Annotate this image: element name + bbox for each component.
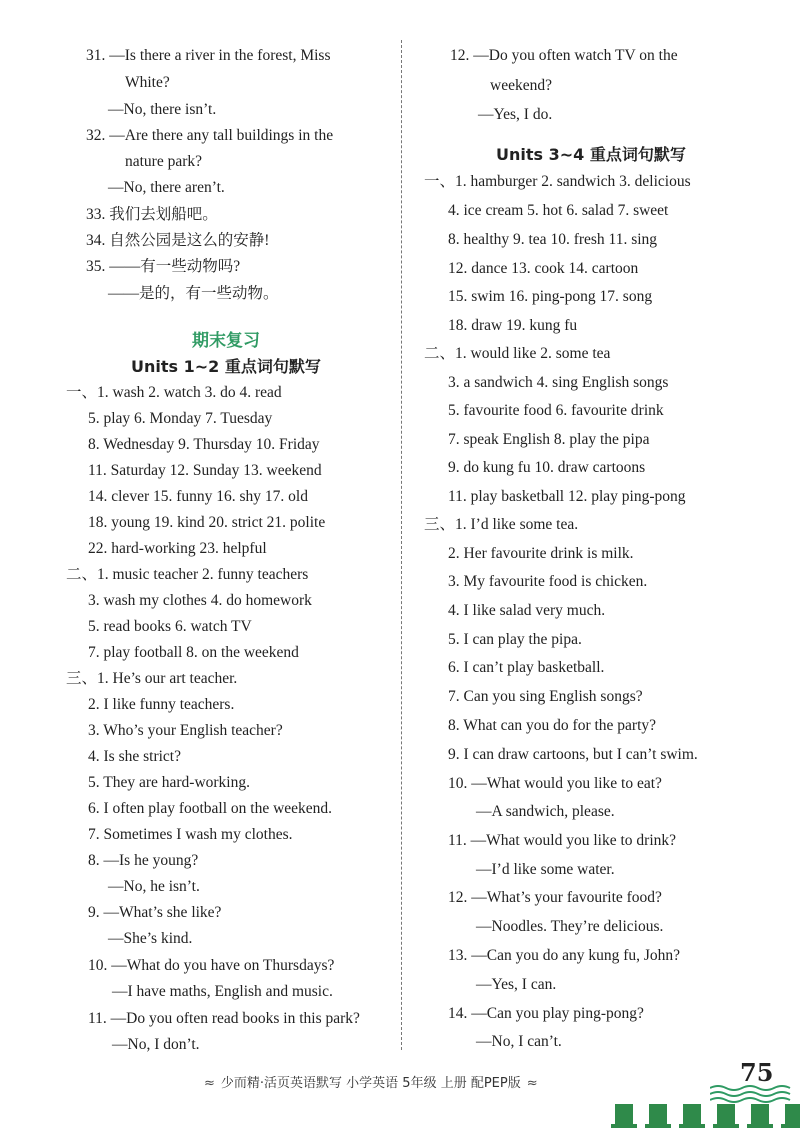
answer-line: —Noodles. They’re delicious. [476, 918, 664, 935]
answer-line: 5. read books 6. watch TV [88, 618, 252, 635]
answer-line: 8. healthy 9. tea 10. fresh 11. sing [448, 231, 658, 248]
answer-line: 3. a sandwich 4. sing English songs [448, 374, 669, 391]
bar-decoration [751, 1104, 769, 1128]
answer-line: 35. ——有一些动物吗? [86, 258, 241, 275]
answer-line: 5. play 6. Monday 7. Tuesday [88, 410, 273, 427]
answer-line: 7. Can you sing English songs? [448, 688, 643, 705]
answer-line: 15. swim 16. ping-pong 17. song [448, 288, 653, 305]
bar-decoration [717, 1104, 735, 1128]
footer-text: 少而精·活页英语默写 小学英语 5年级 上册 配PEP版 [220, 1076, 521, 1091]
answer-line: 4. I like salad very much. [448, 602, 606, 619]
answer-line: 一、1. hamburger 2. sandwich 3. delicious [424, 173, 691, 190]
answer-line: 5. favourite food 6. favourite drink [448, 402, 664, 419]
answer-line: 11. Saturday 12. Sunday 13. weekend [88, 462, 322, 479]
answer-line: 一、1. wash 2. watch 3. do 4. read [66, 384, 282, 401]
answer-line: 3. My favourite food is chicken. [448, 573, 648, 590]
column-divider [401, 40, 402, 1050]
bar-decoration [649, 1104, 667, 1128]
answer-line: —I have maths, English and music. [112, 983, 333, 1000]
answer-line: 11. —Do you often read books in this park? [88, 1010, 360, 1027]
answer-line: 22. hard-working 23. helpful [88, 540, 267, 557]
answer-line: —Yes, I can. [476, 976, 557, 993]
answer-line: 33. 我们去划船吧。 [86, 206, 218, 223]
bar-decoration [683, 1104, 701, 1128]
answer-line: ——是的，有一些动物。 [108, 285, 279, 302]
answer-line: 9. —What’s she like? [88, 904, 222, 921]
answer-line: 14. —Can you play ping-pong? [448, 1005, 644, 1022]
answer-line: 8. What can you do for the party? [448, 717, 657, 734]
answer-line: —No, he isn’t. [108, 878, 200, 895]
answer-line: 18. draw 19. kung fu [448, 317, 578, 334]
answer-line: nature park? [125, 153, 203, 170]
page-footer [0, 1058, 800, 1132]
answer-line: 二、1. would like 2. some tea [424, 345, 611, 362]
answer-line: 31. —Is there a river in the forest, Miss [86, 47, 331, 64]
page-number: 75 [740, 1058, 774, 1087]
answer-line: 6. I can’t play basketball. [448, 659, 605, 676]
answer-line: 2. Her favourite drink is milk. [448, 545, 634, 562]
units-3-4-title: Units 3~4 重点词句默写 [496, 145, 686, 164]
answer-line: 11. play basketball 12. play ping-pong [448, 488, 686, 505]
bar-decoration [615, 1104, 633, 1128]
decorative-waves-icon [710, 1084, 800, 1104]
answer-line: 4. ice cream 5. hot 6. salad 7. sweet [448, 202, 669, 219]
answer-line: 11. —What would you like to drink? [448, 832, 677, 849]
answer-line: —A sandwich, please. [476, 803, 615, 820]
answer-line: 9. I can draw cartoons, but I can’t swim. [448, 746, 698, 763]
answer-line: —She’s kind. [108, 930, 193, 947]
answer-line: weekend? [490, 77, 552, 94]
answer-line: 二、1. music teacher 2. funny teachers [66, 566, 309, 583]
answer-line: 34. 自然公园是这么的安静! [86, 232, 270, 249]
answer-line: 6. I often play football on the weekend. [88, 800, 333, 817]
units-1-2-title: Units 1~2 重点词句默写 [131, 357, 321, 376]
answer-line: 4. Is she strict? [88, 748, 181, 765]
answer-line: 3. Who’s your English teacher? [88, 722, 283, 739]
answer-line: —No, I don’t. [112, 1036, 200, 1053]
bar-decoration [785, 1104, 800, 1128]
wave-icon: ≈ [526, 1076, 538, 1091]
answer-line: 5. I can play the pipa. [448, 631, 582, 648]
answer-line: 7. speak English 8. play the pipa [448, 431, 650, 448]
answer-line: White? [125, 74, 170, 91]
answer-line: 9. do kung fu 10. draw cartoons [448, 459, 646, 476]
footer-info [198, 1072, 544, 1091]
answer-line: 12. —What’s your favourite food? [448, 889, 662, 906]
answer-line: 14. clever 15. funny 16. shy 17. old [88, 488, 308, 505]
answer-line: 13. —Can you do any kung fu, John? [448, 947, 681, 964]
answer-line: —I’d like some water. [476, 861, 615, 878]
review-title: 期末复习 [192, 331, 260, 351]
answer-line: —No, there aren’t. [108, 179, 225, 196]
answer-line: 三、1. I’d like some tea. [424, 516, 579, 533]
answer-line: 32. —Are there any tall buildings in the [86, 127, 334, 144]
answer-line: 8. Wednesday 9. Thursday 10. Friday [88, 436, 320, 453]
answer-line: 5. They are hard-working. [88, 774, 250, 791]
answer-line: 2. I like funny teachers. [88, 696, 235, 713]
answer-line: 12. dance 13. cook 14. cartoon [448, 260, 639, 277]
answer-line: 12. —Do you often watch TV on the [450, 47, 678, 64]
answer-line: —No, there isn’t. [108, 101, 217, 118]
wave-icon: ≈ [204, 1076, 215, 1091]
answer-line: 7. play football 8. on the weekend [88, 644, 299, 661]
answer-line: —No, I can’t. [476, 1033, 562, 1050]
answer-line: 18. young 19. kind 20. strict 21. polite [88, 514, 326, 531]
answer-line: 10. —What would you like to eat? [448, 775, 662, 792]
answer-line: 3. wash my clothes 4. do homework [88, 592, 312, 609]
answer-line: 10. —What do you have on Thursdays? [88, 957, 335, 974]
answer-line: 三、1. He’s our art teacher. [66, 670, 238, 687]
answer-line: 7. Sometimes I wash my clothes. [88, 826, 293, 843]
answer-line: —Yes, I do. [478, 106, 553, 123]
answer-line: 8. —Is he young? [88, 852, 199, 869]
